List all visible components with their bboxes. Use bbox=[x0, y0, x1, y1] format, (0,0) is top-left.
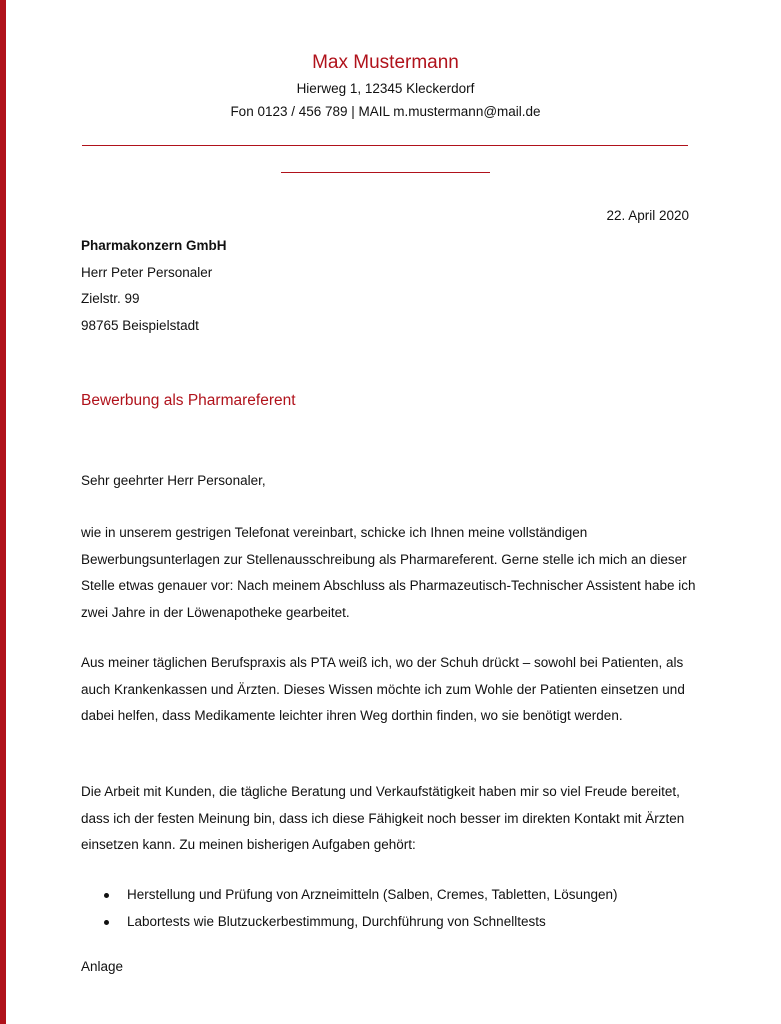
bullet-icon bbox=[104, 893, 109, 898]
list-item-text: Herstellung und Prüfung von Arzneimitteln (Salben, Cremes, Tabletten, Lösungen) bbox=[127, 887, 618, 902]
bullet-icon bbox=[104, 920, 109, 925]
list-item bbox=[81, 909, 701, 936]
sender-contact: Fon 0123 / 456 789 | MAIL m.mustermann@mail.de bbox=[230, 104, 541, 119]
recipient-block bbox=[81, 233, 227, 339]
recipient-city: 98765 Beispielstadt bbox=[81, 317, 199, 333]
sender-address: Hierweg 1, 12345 Kleckerdorf bbox=[296, 81, 475, 96]
paragraph-1: wie in unserem gestrigen Telefonat vereinbart, schicke ich Ihnen meine vollständigen Bewerbungsunterlagen zur Stellenausschreibung als Pharmareferent. Gerne stelle ich mich an dieser Stelle etwas genauer vor: Nach meinem Abschluss als Pharmazeutisch-Technischer Assistent habe ich zwei Jahre in der Löwenapotheke gearbeitet. bbox=[81, 525, 696, 620]
header-divider-long bbox=[82, 145, 688, 146]
recipient-company: Pharmakonzern GmbH bbox=[81, 238, 227, 253]
enclosure-label: Anlage bbox=[81, 959, 124, 974]
recipient-street: Zielstr. 99 bbox=[81, 291, 140, 306]
paragraph-3: Die Arbeit mit Kunden, die tägliche Beratung und Verkaufstätigkeit haben mir so viel Freude bereitet, dass ich der festen Meinung bin, dass ich diese Fähigkeit noch besser im direkten Kontakt mit Ärzten einsetzen kann. Zu meinen bisherigen Aufgaben gehört: bbox=[81, 784, 685, 852]
salutation: Sehr geehrter Herr Personaler, bbox=[81, 473, 266, 488]
list-item-text: Labortests wie Blutzuckerbestimmung, Durchführung von Schnelltests bbox=[127, 913, 546, 929]
sender-name: Max Mustermann bbox=[312, 52, 459, 73]
task-list bbox=[81, 882, 701, 935]
list-item bbox=[81, 882, 701, 909]
header-divider-short bbox=[281, 172, 490, 173]
paragraph-2: Aus meiner täglichen Berufspraxis als PTA weiß ich, wo der Schuh drückt – sowohl bei Patienten, als auch Krankenkassen und Ärzten. Dieses Wissen möchte ich zum Wohle der Patienten einsetzen und dabei helfen, dass Medikamente leichter ihren Weg dorthin finden, wo sie benötigt werden. bbox=[81, 655, 685, 723]
recipient-person: Herr Peter Personaler bbox=[81, 264, 213, 280]
letter-subject: Bewerbung als Pharmareferent bbox=[81, 392, 296, 409]
letter-date: 22. April 2020 bbox=[606, 208, 689, 223]
